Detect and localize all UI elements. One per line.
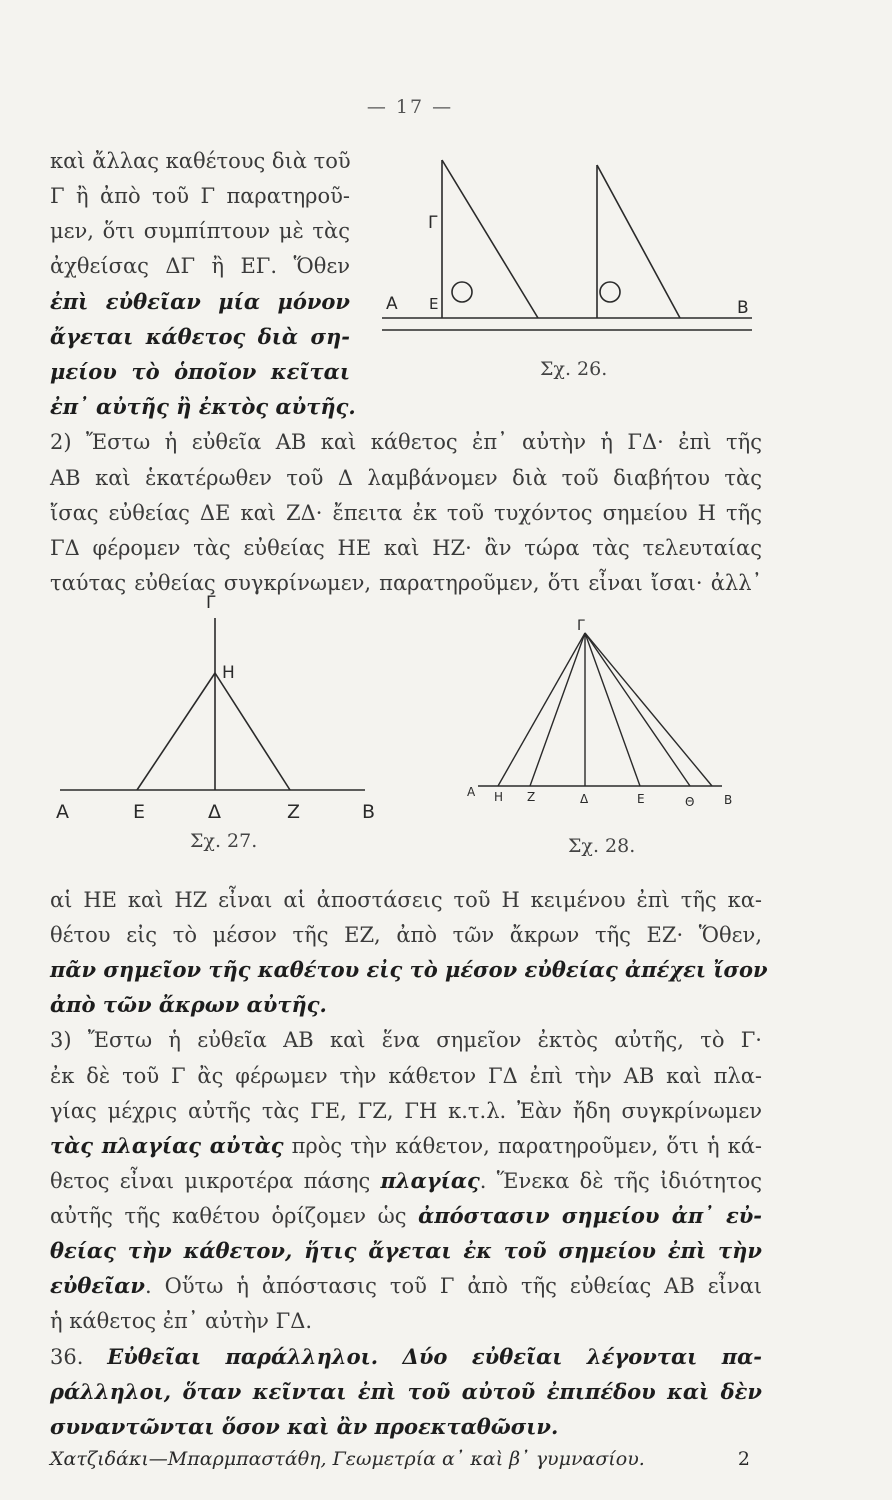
- fig26-label-g: Γ: [428, 213, 438, 233]
- text-line: 3) Ἔστω ἡ εὐθεῖα ΑΒ καὶ ἕνα σημεῖον ἐκτὸς αὐτῆς, τὸ Γ·: [50, 1028, 762, 1052]
- text-line-bold: ἄγεται κάθετος διὰ ση-: [50, 324, 350, 349]
- fig27-caption: Σχ. 27.: [190, 830, 258, 852]
- fig28-label-e: E: [637, 792, 645, 806]
- text-line-bold: ἀπὸ τῶν ἄκρων αὐτῆς.: [50, 992, 327, 1017]
- fig27-label-a: A: [56, 801, 69, 823]
- text-line: [50, 1166, 762, 1196]
- text-line: καὶ ἄλλας καθέτους διὰ τοῦ: [50, 149, 351, 173]
- fig27-label-h: H: [222, 663, 235, 683]
- fig27-label-e: E: [133, 801, 146, 823]
- fig26-label-b: B: [737, 298, 749, 318]
- fig28-slant-gz: [530, 633, 585, 786]
- footer: [50, 1448, 750, 1470]
- text-line: Γ ἢ ἀπὸ τοῦ Γ παρατηροῦ-: [50, 184, 350, 208]
- footer-text: Χατζιδάκι—Μπαρμπαστάθη, Γεωμετρία α᾽ καὶ β᾽ γυμνασίου.: [50, 1448, 645, 1470]
- fig26-label-e: E: [429, 295, 439, 313]
- page-number: — 17 —: [366, 96, 454, 118]
- fig27-label-b: B: [362, 801, 376, 823]
- text-line: ἐκ δὲ τοῦ Γ ἂς φέρωμεν τὴν κάθετον ΓΔ ἐπὶ τὴν ΑΒ καὶ πλα-: [50, 1064, 762, 1088]
- text-line: [50, 1342, 762, 1372]
- text-line: [50, 1131, 762, 1161]
- fig28-label-th: Θ: [685, 795, 695, 809]
- fig28-slant-gb: [585, 633, 712, 786]
- fig27-label-d: Δ: [208, 801, 221, 823]
- text-line-bold: ράλληλοι, ὅταν κεῖνται ἐπὶ τοῦ αὐτοῦ ἐπιπέδου καὶ δὲν: [50, 1379, 762, 1404]
- fig28-label-g: Γ: [577, 618, 585, 634]
- text-run: αὐτῆς τῆς καθέτου ὁρίζομεν ὡς: [50, 1204, 419, 1228]
- bold-phrase: Εὐθεῖαι παράλληλοι. Δύο εὐθεῖαι λέγονται πα-: [107, 1344, 762, 1369]
- text-run: πρὸς τὴν κάθετον, παρατηροῦμεν, ὅτι ἡ κά-: [283, 1134, 762, 1158]
- text-line: θέτου εἰς τὸ μέσον τῆς ΕΖ, ἀπὸ τῶν ἄκρων τῆς ΕΖ· Ὅθεν,: [50, 923, 762, 947]
- text-run: . Ἕνεκα δὲ τῆς ἰδιότητος: [479, 1169, 762, 1193]
- text-line: ἡ κάθετος ἐπ᾽ αὐτὴν ΓΔ.: [50, 1309, 313, 1333]
- fig28-label-h: H: [494, 790, 504, 804]
- text-line-bold: ἐπ᾽ αὐτῆς ἢ ἐκτὸς αὐτῆς.: [50, 394, 356, 419]
- text-line-bold: πᾶν σημεῖον τῆς καθέτου εἰς τὸ μέσον εὐθείας ἀπέχει ἴσον: [50, 957, 768, 982]
- text-line-bold: συναντῶνται ὅσον καὶ ἂν προεκταθῶσιν.: [50, 1414, 559, 1439]
- text-line: ἀχθείσας ΔΓ ἢ ΕΓ. Ὅθεν: [50, 254, 350, 278]
- bold-phrase: πλαγίας: [380, 1168, 480, 1193]
- text-line: [50, 1201, 762, 1231]
- fig26-caption: Σχ. 26.: [540, 358, 608, 380]
- text-line: γίας μέχρις αὐτῆς τὰς ΓΕ, ΓΖ, ΓΗ κ.τ.λ. Ἐὰν ἤδη συγκρίνωμεν: [50, 1099, 762, 1123]
- text-run: θετος εἶναι μικροτέρα πάσης: [50, 1169, 381, 1193]
- fig28-slant-gh: [498, 633, 585, 786]
- text-line: αἱ ΗΕ καὶ ΗΖ εἶναι αἱ ἀποστάσεις τοῦ Η κειμένου ἐπὶ τῆς κα-: [50, 888, 762, 912]
- text-line: ΓΔ φέρομεν τὰς εὐθείας ΗΕ καὶ ΗΖ· ἂν τώρα τὰς τελευταίας: [50, 536, 762, 560]
- bold-phrase: εὐθεῖαν: [50, 1273, 146, 1298]
- text-run: . Οὕτω ἡ ἀπόστασις τοῦ Γ ἀπὸ τῆς εὐθείας ΑΒ εἶναι: [145, 1274, 762, 1298]
- text-line: ἴσας εὐθείας ΔΕ καὶ ΖΔ· ἔπειτα ἐκ τοῦ τυχόντος σημείου Η τῆς: [50, 501, 762, 525]
- text-line: ΑΒ καὶ ἑκατέρωθεν τοῦ Δ λαμβάνομεν διὰ τοῦ διαβήτου τὰς: [50, 466, 762, 490]
- fig28-label-b: B: [724, 793, 733, 807]
- text-line-bold: θείας τὴν κάθετον, ἥτις ἄγεται ἐκ τοῦ σημείου ἐπὶ τὴν: [50, 1238, 762, 1263]
- fig28-label-a: A: [467, 785, 476, 799]
- text-line: [50, 1271, 762, 1301]
- fig28-label-d: Δ: [580, 792, 589, 806]
- text-line-bold: μείου τὸ ὁποῖον κεῖται: [50, 359, 350, 384]
- fig27-label-g: Γ: [206, 593, 216, 613]
- text-line-bold: ἐπὶ εὐθεῖαν μία μόνον: [50, 289, 350, 314]
- text-line: μεν, ὅτι συμπίπτουν μὲ τὰς: [50, 219, 350, 243]
- section-number: 36.: [50, 1345, 108, 1369]
- fig28-slant-gth: [585, 633, 690, 786]
- text-line: ταύτας εὐθείας συγκρίνωμεν, παρατηροῦμεν, ὅτι εἶναι ἴσαι· ἀλλ᾽: [50, 571, 762, 595]
- fig28-slant-ge: [585, 633, 640, 786]
- signature-number: 2: [737, 1448, 750, 1470]
- bold-phrase: ἀπόστασιν σημείου ἀπ᾽ εὐ-: [418, 1203, 763, 1228]
- fig28-label-z: Z: [527, 790, 536, 804]
- bold-phrase: τὰς πλαγίας αὐτὰς: [50, 1133, 284, 1158]
- text-line: 2) Ἔστω ἡ εὐθεῖα ΑΒ καὶ κάθετος ἐπ᾽ αὐτὴν ἡ ΓΔ· ἐπὶ τῆς: [50, 430, 762, 454]
- fig26-label-a: A: [386, 294, 398, 314]
- fig28-caption: Σχ. 28.: [568, 835, 636, 857]
- fig27-label-z: Z: [287, 801, 301, 823]
